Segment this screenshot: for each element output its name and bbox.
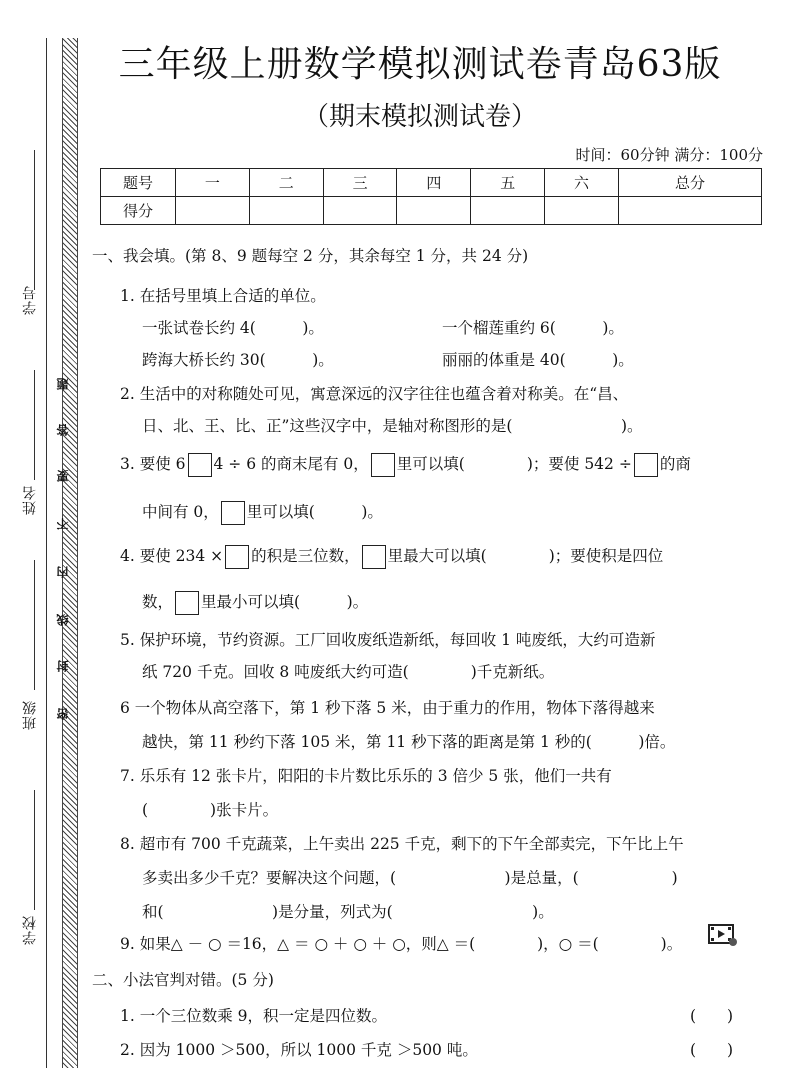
seal-char: 答 — [56, 424, 70, 436]
digit-box[interactable] — [634, 453, 658, 477]
question-fragment: 里最小可以填( )。 — [201, 593, 369, 611]
score-cell: 二 — [249, 169, 323, 197]
section-heading: 一、我会填。(第 8、9 题每空 2 分，其余每空 1 分，共 24 分) — [92, 247, 529, 265]
question-line: 日、北、王、比、正”这些汉字中，是轴对称图形的是( )。 — [142, 417, 643, 435]
question-fragment: 中间有 0， — [142, 503, 219, 521]
question-text: 1. 一个三位数乘 9，积一定是四位数。 — [120, 1007, 388, 1025]
seal-char: 线 — [56, 614, 70, 626]
score-cell: 总分 — [618, 169, 761, 197]
score-input-cell[interactable] — [176, 197, 250, 225]
question-fragment: 的积是三位数， — [251, 547, 360, 565]
question-line: 一张试卷长约 4( )。 — [142, 319, 324, 337]
score-table — [100, 168, 762, 225]
exam-meta: 时间：60分钟 满分：100分 — [575, 146, 763, 164]
question-line — [142, 590, 368, 615]
digit-box[interactable] — [362, 545, 386, 569]
digit-box[interactable] — [225, 545, 249, 569]
binding-margin — [0, 0, 92, 1072]
score-input-cell[interactable] — [397, 197, 471, 225]
digit-box[interactable] — [188, 453, 212, 477]
question-text — [120, 452, 691, 477]
question-text — [120, 544, 663, 569]
score-table-header-row — [101, 169, 762, 197]
seal-char: 内 — [56, 566, 70, 578]
question-text: 6 一个物体从高空落下，第 1 秒下落 5 米，由于重力的作用，物体下落得越来 — [120, 699, 655, 717]
score-cell: 得分 — [101, 197, 176, 225]
question-fragment: 3. 要使 6 — [120, 455, 186, 473]
question-line: 纸 720 千克。回收 8 吨废纸大约可造( )千克新纸。 — [142, 663, 555, 681]
question-fragment: 里可以填( )；要使 542 ÷ — [396, 455, 632, 473]
video-play-icon[interactable] — [708, 923, 738, 947]
question-text: 1. 在括号里填上合适的单位。 — [120, 287, 326, 305]
score-input-cell[interactable] — [545, 197, 619, 225]
question-line — [142, 500, 383, 525]
section-heading: 二、小法官判对错。(5 分) — [92, 971, 274, 989]
digit-box[interactable] — [175, 591, 199, 615]
digit-box[interactable] — [371, 453, 395, 477]
question-text: 2. 因为 1000 ＞500，所以 1000 千克 ＞500 吨。 — [120, 1041, 478, 1059]
class-line — [34, 560, 35, 690]
question-text: 8. 超市有 700 千克蔬菜，上午卖出 225 千克，剩下的下午全部卖完，下午比上午 — [120, 835, 684, 853]
question-fragment: 4 ÷ 6 的商末尾有 0， — [213, 455, 369, 473]
seal-char: 要 — [56, 470, 70, 482]
question-fragment: 里最大可以填( )；要使积是四位 — [387, 547, 664, 565]
score-input-cell[interactable] — [471, 197, 545, 225]
question-fragment: 的商 — [659, 455, 691, 473]
question-line: 越快，第 11 秒约下落 105 米，第 11 秒下落的距离是第 1 秒的( )倍。 — [142, 733, 676, 751]
name-line — [34, 370, 35, 480]
question-line: 和( )是分量，列式为( )。 — [142, 903, 554, 921]
question-line: 丽丽的体重是 40( )。 — [442, 351, 634, 369]
score-cell: 一 — [176, 169, 250, 197]
answer-paren[interactable]: ( ) — [690, 1007, 734, 1025]
digit-box[interactable] — [221, 501, 245, 525]
question-fragment: 里可以填( )。 — [246, 503, 383, 521]
school-line — [34, 790, 35, 910]
score-table-score-row — [101, 197, 762, 225]
score-input-cell[interactable] — [249, 197, 323, 225]
score-input-cell[interactable] — [323, 197, 397, 225]
name-label: 姓名 — [22, 485, 38, 515]
margin-hatch-band — [62, 38, 78, 1068]
question-text: 9. 如果△ － ○ ＝16，△ ＝ ○ ＋ ○ ＋ ○，则△ ＝( )，○ ＝( )。 — [120, 935, 683, 953]
margin-rule — [46, 38, 47, 1068]
score-cell: 五 — [471, 169, 545, 197]
page-subtitle: （期末模拟测试卷） — [302, 102, 537, 132]
question-line: 跨海大桥长约 30( )。 — [142, 351, 334, 369]
question-line: 一个榴莲重约 6( )。 — [442, 319, 624, 337]
score-input-cell[interactable] — [618, 197, 761, 225]
student-id-label: 学号 — [22, 285, 38, 315]
seal-char: 封 — [56, 660, 70, 672]
score-cell: 题号 — [101, 169, 176, 197]
answer-paren[interactable]: ( ) — [690, 1041, 734, 1059]
question-text: 2. 生活中的对称随处可见，寓意深远的汉字往往也蕴含着对称美。在“昌、 — [120, 385, 629, 403]
class-label: 班级 — [22, 700, 38, 730]
seal-char: 题 — [56, 378, 70, 390]
score-cell: 三 — [323, 169, 397, 197]
question-text: 7. 乐乐有 12 张卡片，阳阳的卡片数比乐乐的 3 倍少 5 张，他们一共有 — [120, 767, 612, 785]
question-text: 5. 保护环境，节约资源。工厂回收废纸造新纸，每回收 1 吨废纸，大约可造新 — [120, 631, 656, 649]
question-line: 多卖出多少千克？要解决这个问题，( )是总量，( ) — [142, 869, 678, 887]
score-cell: 四 — [397, 169, 471, 197]
page-title: 三年级上册数学模拟测试卷青岛63版 — [118, 44, 722, 85]
question-fragment: 4. 要使 234 × — [120, 547, 224, 565]
seal-char: 密 — [56, 708, 70, 720]
question-fragment: 数， — [142, 593, 174, 611]
school-label: 学校 — [22, 915, 38, 945]
student-id-line — [34, 150, 35, 290]
question-line: ( )张卡片。 — [142, 801, 279, 819]
seal-char: 不 — [56, 518, 70, 530]
score-cell: 六 — [545, 169, 619, 197]
